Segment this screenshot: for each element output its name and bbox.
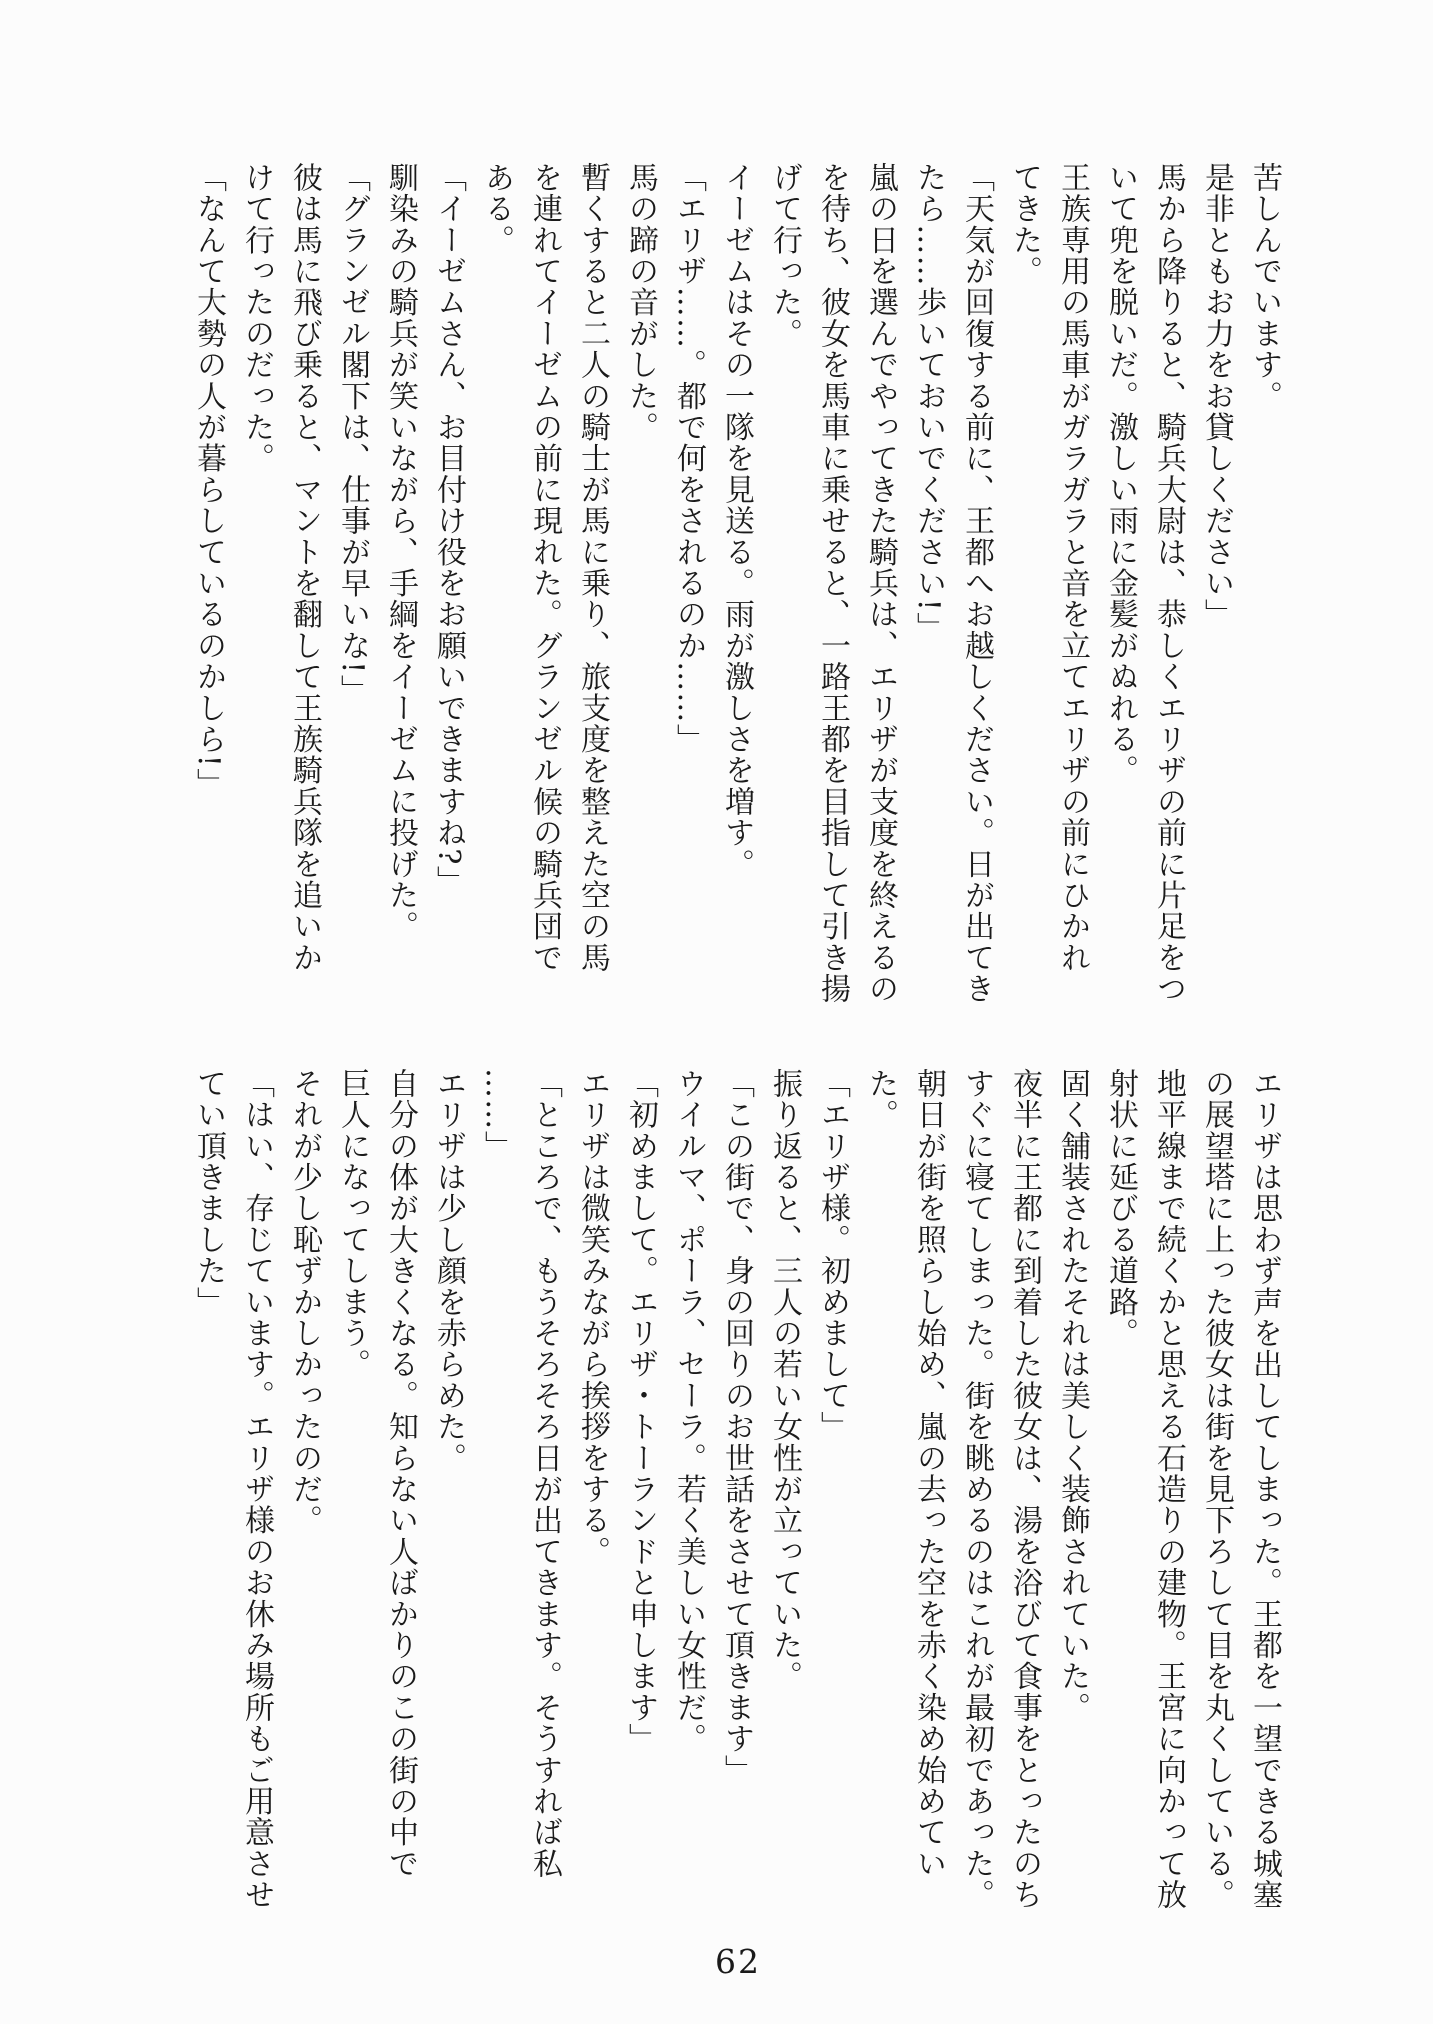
text-column: てきた。 <box>1007 162 1042 287</box>
text-column: 「はい、存じています。エリザ様のお休み場所もご用意させ <box>239 1068 274 1911</box>
text-column: 「天気が回復する前に、王都へお越しください。日が出てき <box>959 162 994 1005</box>
text-column: 是非ともお力をお貸しください」 <box>1199 162 1234 630</box>
top-text-block <box>184 162 1288 1047</box>
text-column: 巨人になってしまう。 <box>335 1068 370 1380</box>
text-column: 夜半に王都に到着した彼女は、湯を浴びて食事をとったのち <box>1007 1068 1042 1911</box>
text-column: 「エリザ様。初めまして」 <box>815 1068 850 1443</box>
text-column: 地平線まで続くかと思える石造りの建物。王宮に向かって放 <box>1151 1068 1186 1911</box>
text-column: 「グランゼル閣下は、仕事が早いな!」 <box>335 162 370 706</box>
text-column: ある。 <box>479 162 514 256</box>
text-column: エリザは思わず声を出してしまった。王都を一望できる城塞 <box>1247 1068 1282 1911</box>
text-column: 「エリザ……。都で何をされるのか……」 <box>671 162 706 755</box>
text-column: 「この街で、身の回りのお世話をさせて頂きます」 <box>719 1068 754 1786</box>
text-column: 馴染みの騎兵が笑いながら、手綱をイーゼムに投げた。 <box>383 162 418 942</box>
text-column: 「なんて大勢の人が暮らしているのかしら!」 <box>191 162 226 800</box>
text-column: エリザは微笑みながら挨拶をする。 <box>575 1068 610 1568</box>
text-column: 自分の体が大きくなる。知らない人ばかりのこの街の中で <box>383 1068 418 1880</box>
text-column: 暫くすると二人の騎士が馬に乗り、旅支度を整えた空の馬 <box>575 162 610 974</box>
text-column: 「イーゼムさん、お目付け役をお願いできますね?」 <box>431 162 466 897</box>
text-column: すぐに寝てしまった。街を眺めるのはこれが最初であった。 <box>959 1068 994 1911</box>
bottom-text-block <box>184 1068 1288 1953</box>
text-column: た。 <box>863 1068 898 1131</box>
text-column: それが少し恥ずかしかったのだ。 <box>287 1068 322 1536</box>
text-column: 「初めまして。エリザ・トーランドと申します」 <box>623 1068 658 1755</box>
text-column: げて行った。 <box>767 162 802 350</box>
text-column: 朝日が街を照らし始め、嵐の去った空を赤く染め始めてい <box>911 1068 946 1880</box>
text-column: 固く舗装されたそれは美しく装飾されていた。 <box>1055 1068 1090 1724</box>
text-column: の展望塔に上った彼女は街を見下ろして目を丸くしている。 <box>1199 1068 1234 1911</box>
text-column: ウイルマ、ポーラ、セーラ。若く美しい女性だ。 <box>671 1068 706 1755</box>
text-column: 「ところで、もうそろそろ日が出てきます。そうすれば私 <box>527 1068 562 1880</box>
text-column: けて行ったのだった。 <box>239 162 274 474</box>
text-column: を待ち、彼女を馬車に乗せると、一路王都を目指して引き揚 <box>815 162 850 1005</box>
text-column: 苦しんでいます。 <box>1247 162 1282 412</box>
text-column: 彼は馬に飛び乗ると、マントを翻して王族騎兵隊を追いか <box>287 162 322 974</box>
text-column: 嵐の日を選んでやってきた騎兵は、エリザが支度を終えるの <box>863 162 898 1005</box>
text-column: エリザは少し顔を赤らめた。 <box>431 1068 466 1474</box>
text-column: 王族専用の馬車がガラガラと音を立てエリザの前にひかれ <box>1055 162 1090 974</box>
text-column: 射状に延びる道路。 <box>1103 1068 1138 1349</box>
text-column: てい頂きました」 <box>191 1068 226 1318</box>
text-column: ……」 <box>479 1068 514 1162</box>
text-column: を連れてイーゼムの前に現れた。グランゼル候の騎兵団で <box>527 162 562 974</box>
text-column: 振り返ると、三人の若い女性が立っていた。 <box>767 1068 802 1692</box>
page-number: 62 <box>715 1942 761 1981</box>
text-column: イーゼムはその一隊を見送る。雨が激しさを増す。 <box>719 162 754 880</box>
text-column: たら……歩いておいでください!」 <box>911 162 946 644</box>
text-column: 馬の蹄の音がした。 <box>623 162 658 443</box>
text-column: 馬から降りると、騎兵大尉は、恭しくエリザの前に片足をつ <box>1151 162 1186 1005</box>
text-column: いて兜を脱いだ。激しい雨に金髪がぬれる。 <box>1103 162 1138 786</box>
